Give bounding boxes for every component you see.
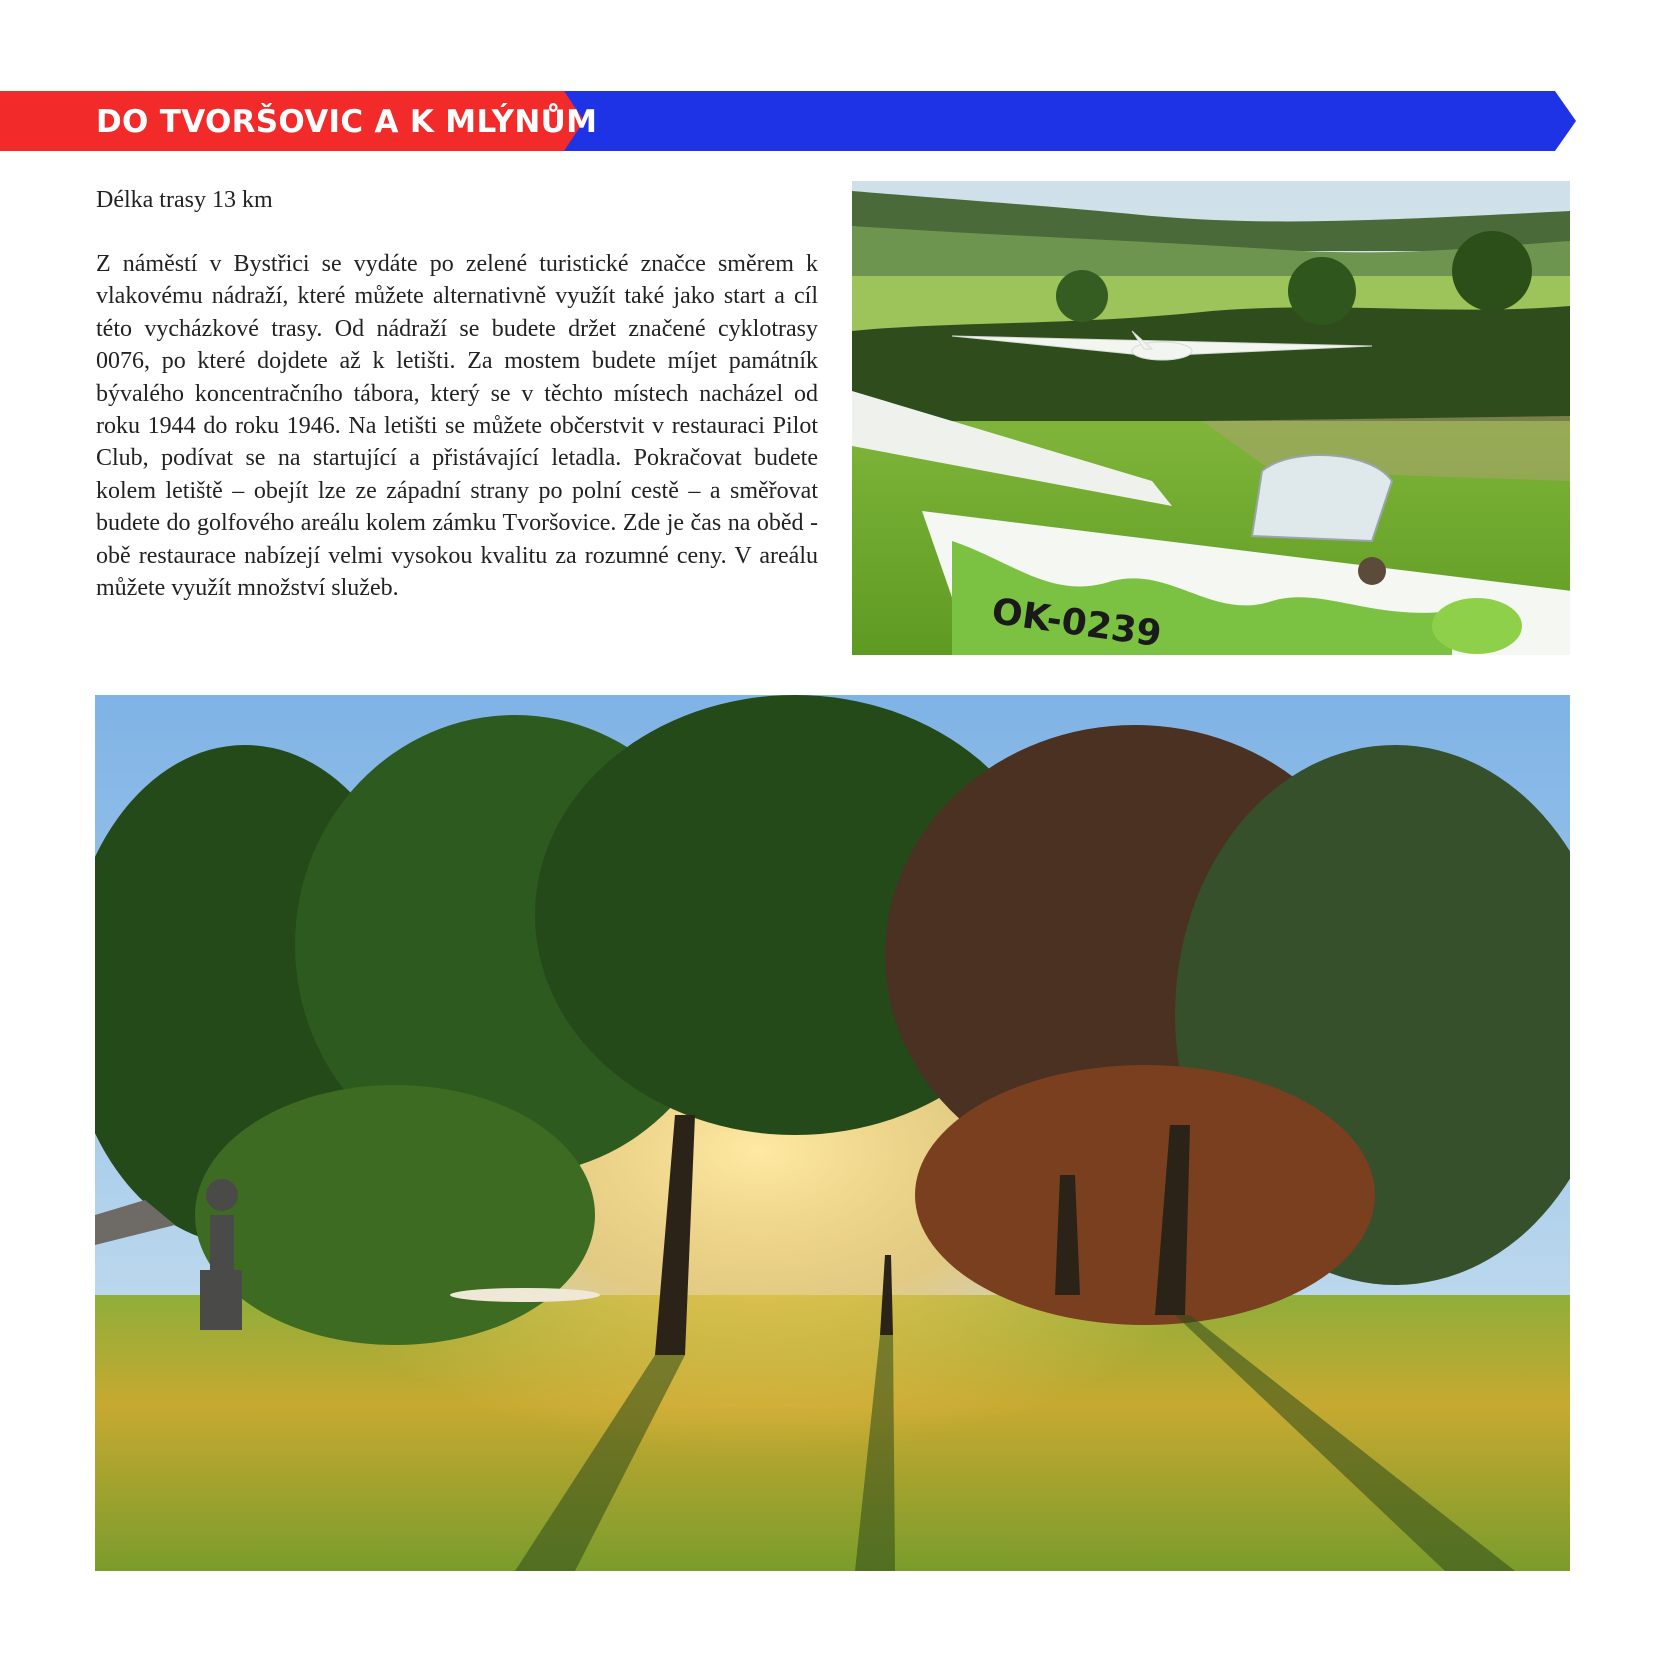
glider-registration: OK-0239 [989,591,1164,655]
glider-photo-illustration [852,181,1570,655]
route-length: Délka trasy 13 km [96,187,273,213]
banner-blue-segment [540,91,1576,151]
park-photo-illustration [95,695,1570,1571]
glider-photo [852,181,1570,655]
route-description: Z náměstí v Bystřici se vydáte po zelené turistické značce směrem k vlakovému nádraží, které můžete alternativně využít také jako start a cíl této vycházkové trasy. Od nádraží se budete držet značené cyklotrasy 0076, po které dojdete až k letišti. Za mostem budete míjet památník bývalého koncentračního tábora, který se v těchto místech nacházel od roku 1944 do roku 1946. Na letišti se můžete občerstvit v restauraci Pilot Club, podívat se na startující a přistávající letadla. Pokračovat budete kolem letiště – obejít lze ze západní strany po polní cestě – a směřovat budete do golfového areálu kolem zámku Tvoršovice. Zde je čas na oběd - obě restaurace nabízejí velmi vysokou kvalitu za rozumné ceny. V areálu můžete využít množství služeb. [96,251,818,602]
section-header-banner [0,91,1576,151]
section-title: DO TVORŠOVIC A K MLÝNŮM [96,104,598,140]
park-photo [95,695,1570,1571]
